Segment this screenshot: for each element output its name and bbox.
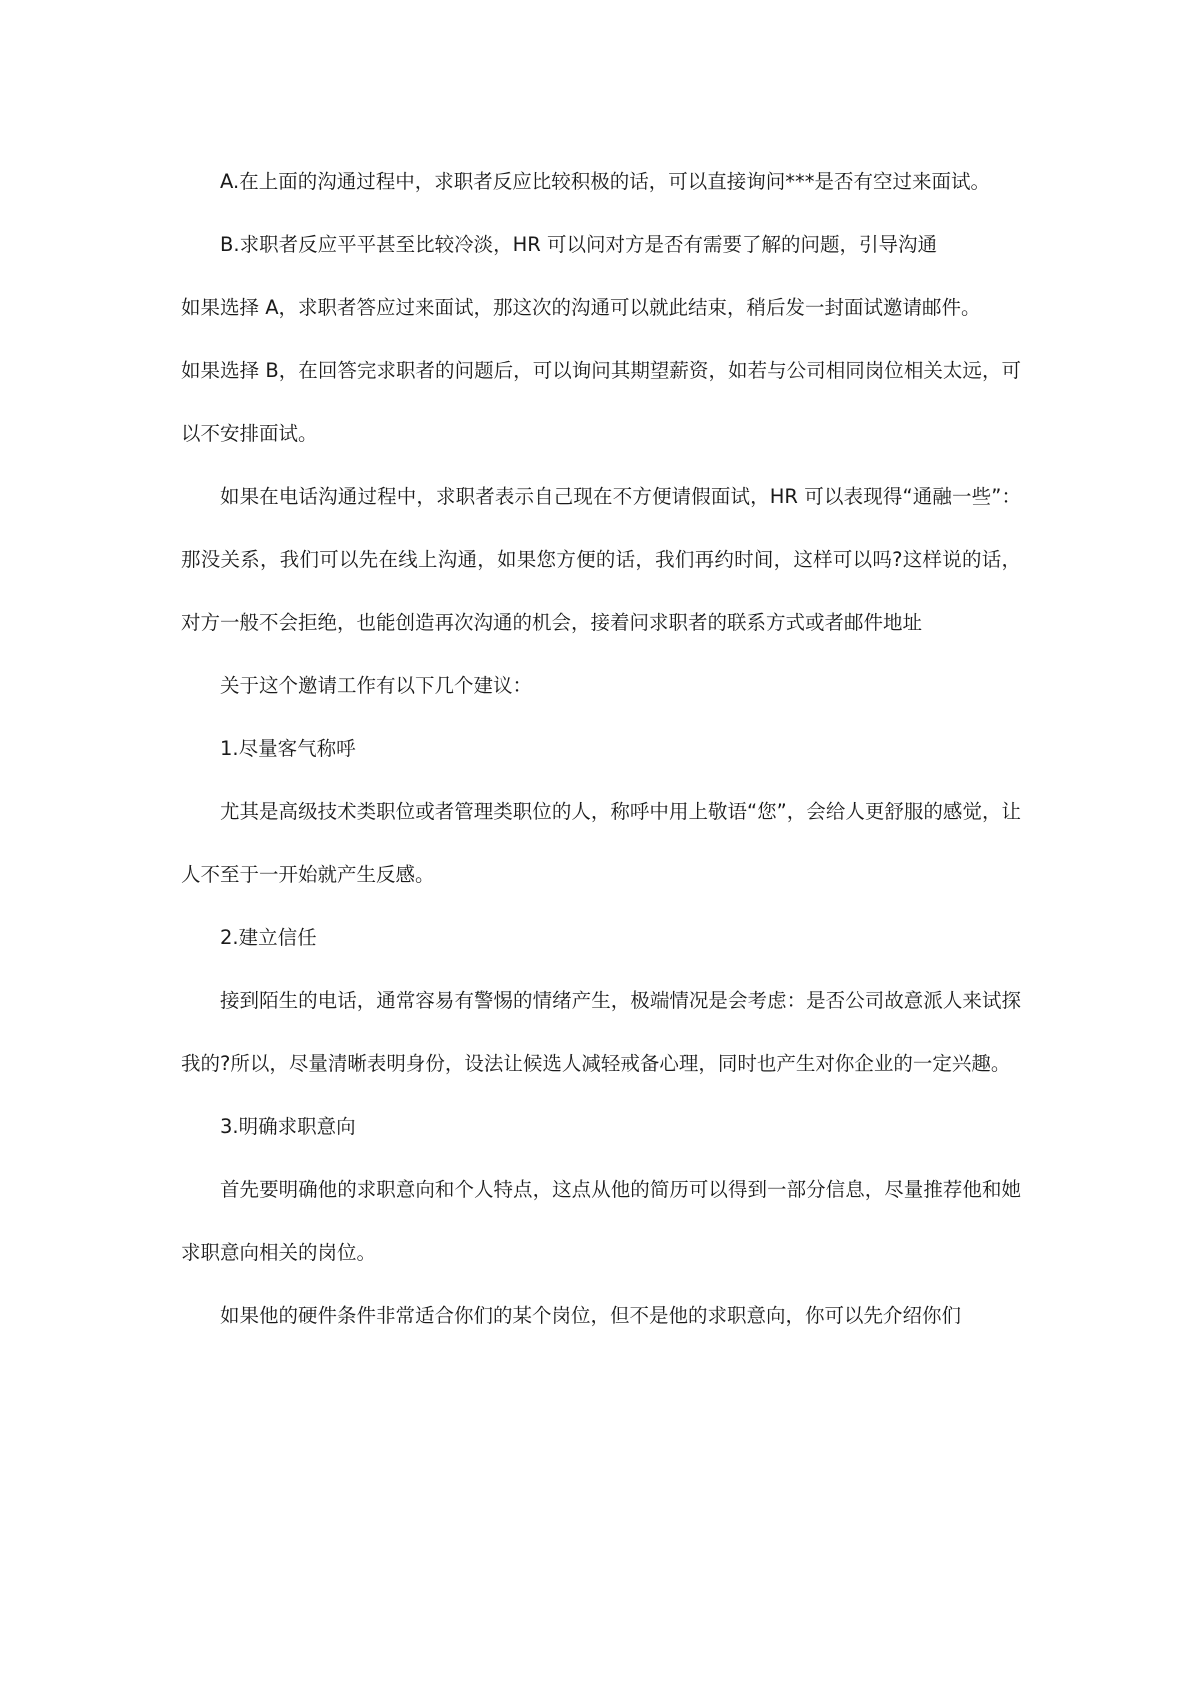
- paragraph-phone-flexibility: 如果在电话沟通过程中，求职者表示自己现在不方便请假面试，HR 可以表现得“通融一些”：那没关系，我们可以先在线上沟通，如果您方便的话，我们再约时间，这样可以吗?这样说的话，对方一般不会拒绝，也能创造再次沟通的机会，接着问求职者的联系方式或者邮件地址: [181, 485, 1021, 634]
- paragraph-polite-address: 尤其是高级技术类职位或者管理类职位的人，称呼中用上敬语“您”，会给人更舒服的感觉，让人不至于一开始就产生反感。: [181, 800, 1021, 886]
- paragraph-build-trust: 接到陌生的电话，通常容易有警惕的情绪产生，极端情况是会考虑：是否公司故意派人来试探我的?所以，尽量清晰表明身份，设法让候选人减轻戒备心理，同时也产生对你企业的一定兴趣。: [181, 989, 1021, 1075]
- paragraph-option-a: A.在上面的沟通过程中，求职者反应比较积极的话，可以直接询问***是否有空过来面试。: [220, 170, 990, 193]
- heading-build-trust: 2.建立信任: [220, 926, 317, 949]
- document-body: [181, 150, 1021, 1347]
- paragraph-if-choose-a: 如果选择 A，求职者答应过来面试，那这次的沟通可以就此结束，稍后发一封面试邀请邮件。: [181, 296, 981, 319]
- heading-job-intention: 3.明确求职意向: [220, 1115, 356, 1138]
- paragraph-option-b: B.求职者反应平平甚至比较冷淡，HR 可以问对方是否有需要了解的问题，引导沟通: [220, 233, 937, 256]
- paragraph-suggestions-intro: 关于这个邀请工作有以下几个建议：: [220, 674, 533, 697]
- heading-polite-address: 1.尽量客气称呼: [220, 737, 356, 760]
- paragraph-if-choose-b: 如果选择 B，在回答完求职者的问题后，可以询问其期望薪资，如若与公司相同岗位相关太远，可以不安排面试。: [181, 359, 1021, 445]
- paragraph-hardware-conditions: 如果他的硬件条件非常适合你们的某个岗位，但不是他的求职意向，你可以先介绍你们: [220, 1304, 962, 1327]
- paragraph-job-intention: 首先要明确他的求职意向和个人特点，这点从他的简历可以得到一部分信息，尽量推荐他和她求职意向相关的岗位。: [181, 1178, 1021, 1264]
